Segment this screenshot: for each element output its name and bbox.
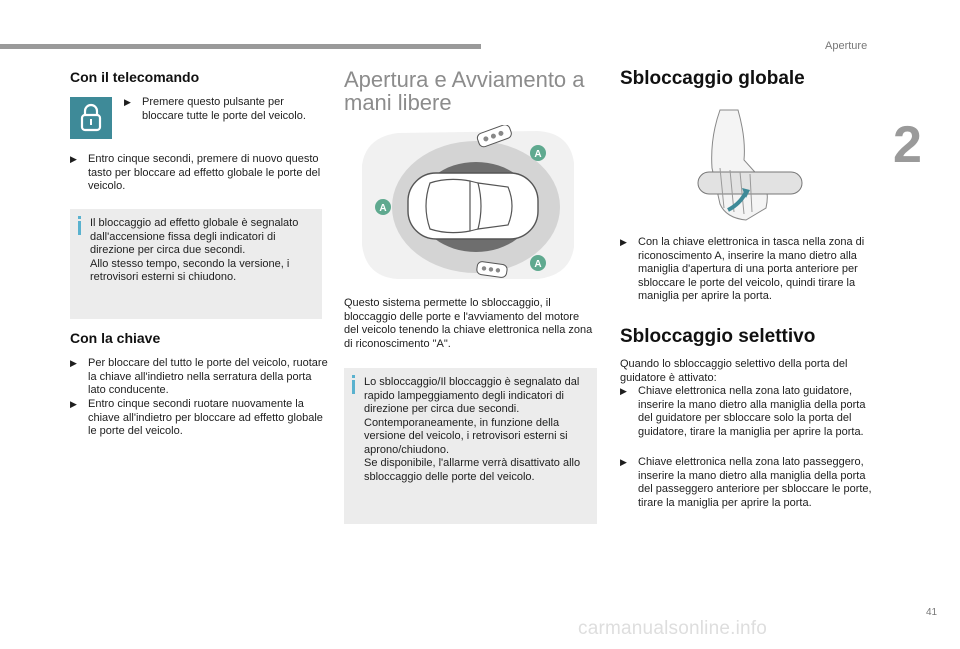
bullet-marker-icon: ▶︎ [620,386,627,396]
info-box-global-lock: Il bloccaggio ad effetto globale è segnalato dall'accensione fissa degli indicatori di direzione per circa due secondi. Allo stesso tempo, secondo la versione, i retrovisori esterni si chiudono. [70,209,322,319]
header-rule [0,44,481,49]
info-icon [352,380,355,394]
svg-text:A: A [534,259,542,270]
page-title: Apertura e Avviamento a mani libere [344,67,585,115]
bullet-global-unlock: ▶︎ Con la chiave elettronica in tasca nella zona di riconoscimento A, inserire la mano dietro alla maniglia d'apertura di una porta anteriore per sbloccare le porte del veicolo, quindi tirare la maniglia per aprire la porta. [620,236,865,302]
info-icon [78,221,81,235]
heading-key: Con la chiave [70,330,161,346]
heading-selective-unlock: Sbloccaggio selettivo [620,326,816,347]
page-number: 41 [926,607,938,618]
bullet-marker-icon: ▶︎ [70,154,77,164]
bullet-marker-icon: ▶︎ [70,358,77,368]
padlock-icon [70,97,112,139]
heading-remote: Con il telecomando [70,69,200,85]
chapter-number: 2 [893,116,922,174]
bullet-selective-2: ▶︎ Chiave elettronica nella zona lato passeggero, inserire la mano dietro alla maniglia della porta del passeggero anteriore per sbloccare le porte, tirare la maniglia per aprire la porta. [620,456,872,509]
selective-intro: Quando lo sbloccaggio selettivo della porta del guidatore è attivato: [620,358,848,384]
svg-text:A: A [534,149,542,160]
bullet-marker-icon: ▶︎ [620,457,627,467]
bullet-key-2: ▶︎ Entro cinque secondi ruotare nuovamente la chiave all'indietro per bloccare ad effetto globale le porte del veicolo. [70,398,323,437]
heading-global-unlock: Sbloccaggio globale [620,68,805,89]
bullet-lock-2: ▶︎ Entro cinque secondi, premere di nuovo questo tasto per bloccare ad effetto globale le porte del veicolo. [70,153,321,192]
hand-door-handle-illustration [690,108,810,226]
bullet-selective-1: ▶︎ Chiave elettronica nella zona lato guidatore, inserire la mano dietro alla maniglia della porta del guidatore per sbloccare solo la porta del guidatore, tirare la maniglia per aprire la porta. [620,385,866,438]
lock-button-illustration [70,97,112,139]
info-box-handsfree: Lo sbloccaggio/Il bloccaggio è segnalato dal rapido lampeggiamento degli indicatori di direzione per circa due secondi. Contemporaneamente, in funzione della versione del veicolo, i retrovisori esterni si aprono/chiudono. Se disponibile, l'allarme verrà disattivato allo sbloccaggio delle porte del veicolo. [344,368,597,524]
bullet-marker-icon: ▶︎ [620,237,627,247]
watermark: carmanualsonline.info [578,618,768,639]
section-label: Aperture [825,40,868,52]
car-zone-illustration [358,125,578,285]
bullet-key-1: ▶︎ Per bloccare del tutto le porte del veicolo, ruotare la chiave all'indietro nella serratura della porta lato conducente. [70,357,328,396]
handsfree-paragraph: Questo sistema permette lo sbloccaggio, il bloccaggio delle porte e l'avviamento del motore del veicolo tenendo la chiave elettronica nella zona di riconoscimento "A". [344,297,593,350]
bullet-lock-1: ▶︎ Premere questo pulsante per bloccare tutte le porte del veicolo. [124,96,306,122]
bullet-marker-icon: ▶︎ [124,97,131,107]
svg-text:A: A [379,203,387,214]
bullet-marker-icon: ▶︎ [70,399,77,409]
